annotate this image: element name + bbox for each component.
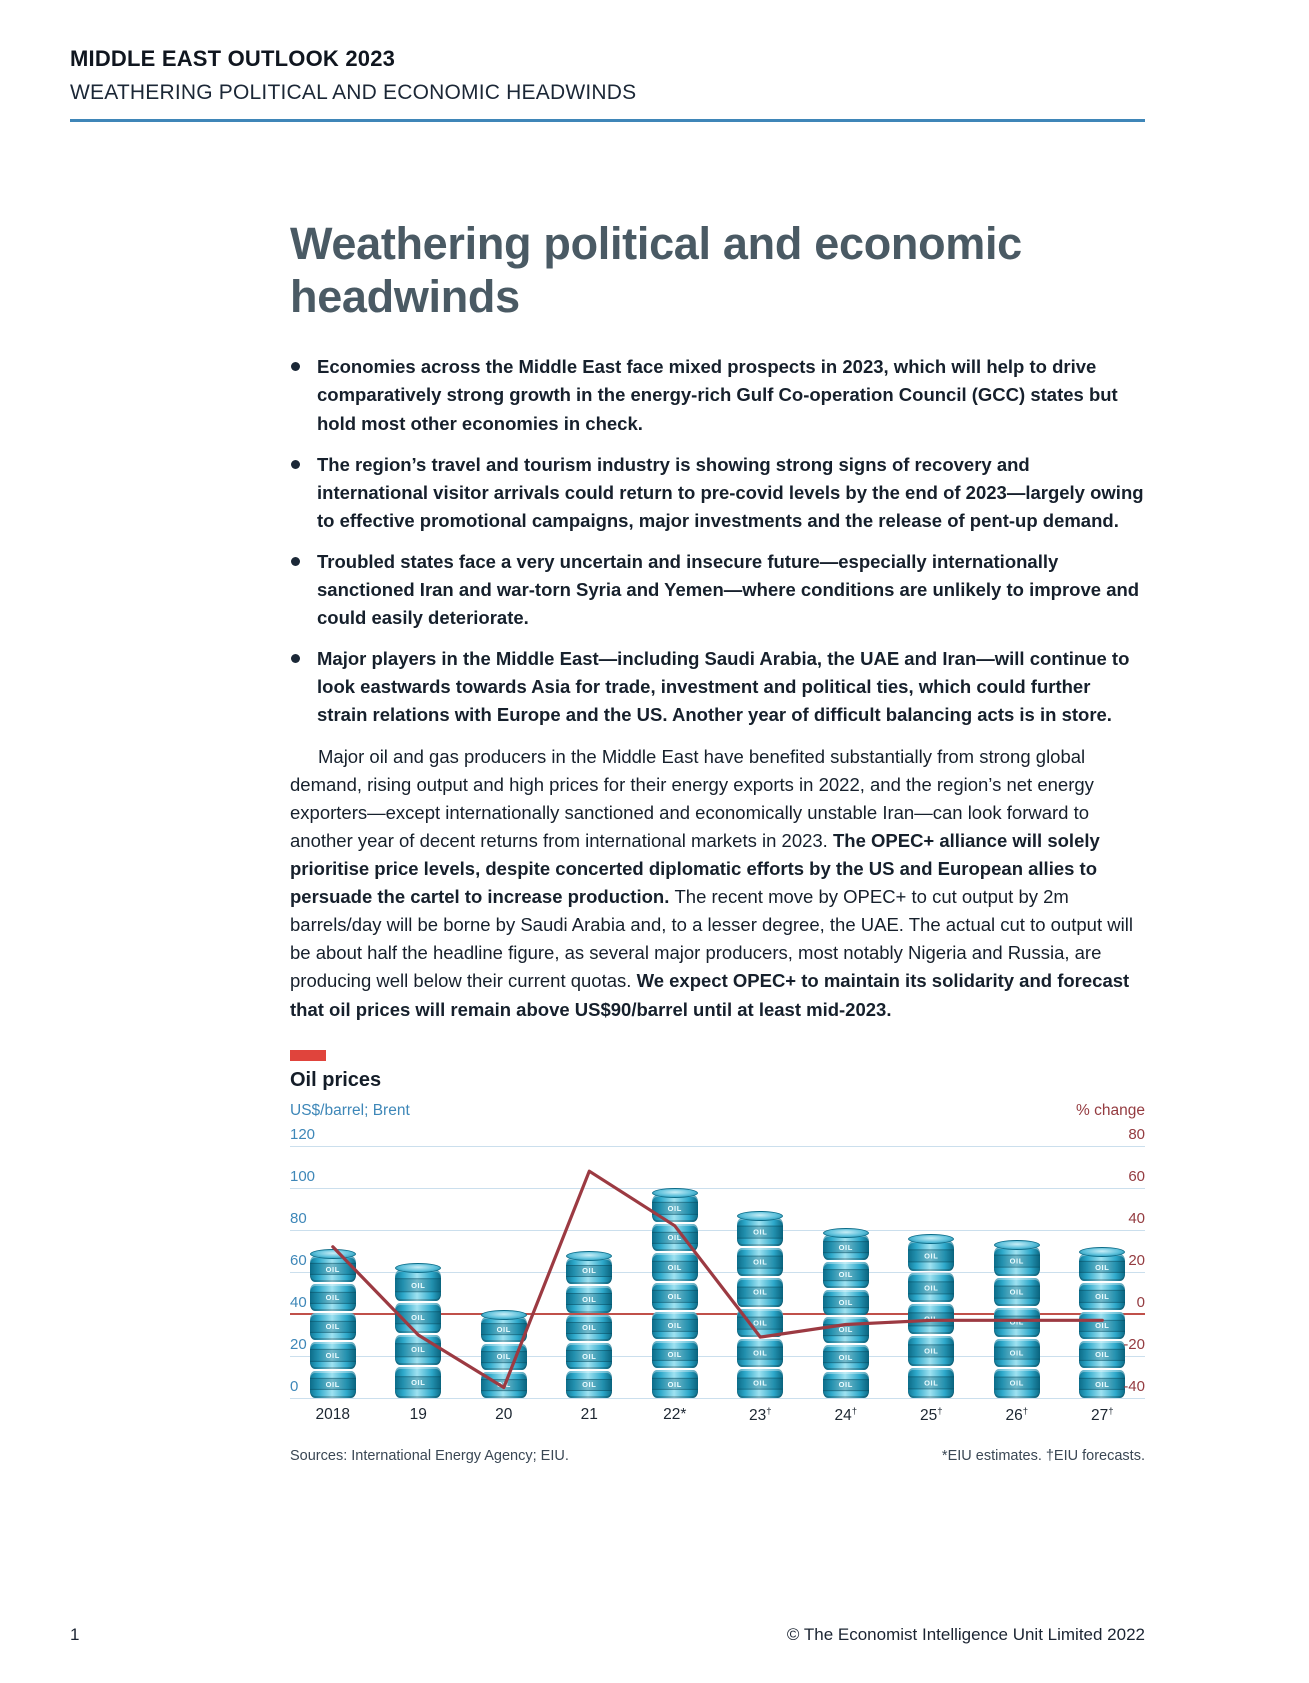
barrel-oil-label: OIL [1009,1348,1024,1358]
barrel-oil-label: OIL [582,1380,597,1390]
x-axis-label: 20 [495,1405,513,1423]
x-axis-label: 22* [663,1405,687,1423]
barrel-oil-label: OIL [1009,1287,1024,1297]
forecast-dagger: † [1022,1405,1029,1417]
barrel-oil-label: OIL [753,1288,768,1298]
barrel-oil-label: OIL [1009,1256,1024,1266]
left-tick-label: 100 [290,1167,316,1185]
paragraph-bold-run: We expect OPEC+ to maintain its solidarity and forecast that oil prices will remain above US$90/barrel until at least mid-2023. [290,970,1130,1020]
right-axis-label: % change [1076,1101,1145,1119]
chart-xlabels [290,1406,1145,1436]
barrel-oil-label: OIL [1095,1350,1110,1360]
bullet-item: Troubled states face a very uncertain and insecure future—especially internationally sanctioned Iran and war-torn Syria and Yemen—where conditions are unlikely to improve and could easily deteriorate. [290,548,1145,632]
barrel-oil-label: OIL [924,1283,939,1293]
left-axis-label: US$/barrel; Brent [290,1101,410,1119]
axis-captions [290,1102,1145,1120]
barrel-oil-label: OIL [838,1297,853,1307]
barrel-oil-label: OIL [667,1262,682,1272]
barrel-oil-label: OIL [667,1350,682,1360]
barrel-oil-label: OIL [838,1380,853,1390]
bullet-item: The region’s travel and tourism industry is showing strong signs of recovery and international visitor arrivals could return to pre-covid levels by the end of 2023—largely owing to effective promotional campaigns, major investments and the release of pent-up demand. [290,451,1145,535]
barrel-oil-label: OIL [753,1318,768,1328]
report-subtitle: WEATHERING POLITICAL AND ECONOMIC HEADWINDS [70,81,637,104]
forecast-dagger: † [766,1405,772,1417]
bullet-item: Major players in the Middle East—including Saudi Arabia, the UAE and Iran—will continue to look eastwards towards Asia for trade, investment and political ties, which could further strain relations with Europe and the US. Another year of difficult balancing acts is in store. [290,645,1145,729]
barrel-oil-label: OIL [924,1378,939,1388]
left-tick-label: 120 [290,1125,316,1143]
paragraph-bold-run: The OPEC+ alliance will solely prioritise price levels, despite concerted diplomatic efforts by the US and European allies to persuade the cartel to increase production. [290,829,1100,908]
bullet-item: Economies across the Middle East face mixed prospects in 2023, which will help to drive comparatively strong growth in the energy-rich Gulf Co-operation Council (GCC) states but hold most other economies in check. [290,353,1145,437]
barrel-oil-label: OIL [411,1345,426,1355]
x-axis-label: 23† [748,1405,772,1424]
right-tick-label: 80 [1128,1125,1145,1143]
chart-red-tag [290,1050,326,1061]
barrel-oil-label: OIL [582,1351,597,1361]
right-tick-label: -20 [1123,1335,1145,1353]
right-tick-label: 40 [1128,1209,1145,1227]
bullet-list [290,353,1145,729]
barrel-oil-label: OIL [582,1266,597,1276]
barrel-oil-label: OIL [325,1379,340,1389]
x-axis-label: 24† [834,1405,858,1424]
barrel-oil-label: OIL [1095,1379,1110,1389]
left-tick-label: 60 [290,1251,307,1269]
barrel-oil-label: OIL [1095,1291,1110,1301]
x-axis-label: 19 [409,1405,427,1423]
chart-title: Oil prices [290,1068,382,1091]
barrel-oil-label: OIL [411,1313,426,1323]
left-tick-label: 80 [290,1209,307,1227]
barrel-oil-label: OIL [1009,1378,1024,1388]
chart-footer [290,1448,1145,1464]
x-axis-label: 25† [919,1405,943,1424]
barrel-oil-label: OIL [325,1322,340,1332]
right-tick-label: 0 [1136,1293,1145,1311]
report-kicker: MIDDLE EAST OUTLOOK 2023 [70,46,396,71]
barrel-oil-label: OIL [838,1242,853,1252]
chart-plot [290,1125,1145,1398]
x-axis-label: 27† [1090,1405,1114,1424]
barrel-oil-label: OIL [838,1325,853,1335]
barrel-oil-label: OIL [582,1323,597,1333]
barrel-oil-label: OIL [753,1379,768,1389]
right-tick-label: 60 [1128,1167,1145,1185]
barrel-oil-label: OIL [667,1379,682,1389]
percent-change-line [290,1146,1145,1398]
barrel-oil-label: OIL [753,1348,768,1358]
barrel-oil-label: OIL [667,1233,682,1243]
barrel-oil-label: OIL [667,1320,682,1330]
x-axis-label: 2018 [315,1405,350,1423]
barrel-oil-label: OIL [753,1227,768,1237]
barrel-oil-label: OIL [496,1352,511,1362]
oil-prices-chart [290,1050,1145,1464]
barrel-oil-label: OIL [838,1352,853,1362]
forecast-dagger: † [1108,1405,1114,1417]
barrel-oil-label: OIL [1095,1321,1110,1331]
header-rule [70,119,1145,122]
barrel-oil-label: OIL [411,1280,426,1290]
barrel-oil-label: OIL [1009,1317,1024,1327]
barrel-oil-label: OIL [1095,1262,1110,1272]
barrel-oil-label: OIL [924,1346,939,1356]
chart-footnote: *EIU estimates. †EIU forecasts. [941,1447,1145,1464]
main-column [290,218,1145,1464]
right-tick-label: 20 [1128,1251,1145,1269]
forecast-dagger: † [937,1405,943,1417]
barrel-oil-label: OIL [924,1314,939,1324]
barrel-oil-label: OIL [496,1380,511,1390]
copyright: © The Economist Intelligence Unit Limited 2022 [786,1625,1145,1644]
body-paragraph [290,743,1145,1024]
barrel-oil-label: OIL [667,1291,682,1301]
barrel-oil-label: OIL [753,1257,768,1267]
left-tick-label: 0 [290,1377,299,1395]
right-tick-label: -40 [1123,1377,1145,1395]
page-header [70,46,1145,122]
paragraph-run: The recent move by OPEC+ to cut output by 2m barrels/day will be borne by Saudi Arabia and, to a lesser degree, the UAE. The actual cut to output will be about half the headline figure, as several major producers, most notably Nigeria and Russia, are producing well below their current quotas. [290,886,1133,992]
left-tick-label: 20 [290,1335,307,1353]
chart-sources: Sources: International Energy Agency; EIU. [290,1447,569,1464]
barrel-oil-label: OIL [325,1350,340,1360]
barrel-oil-label: OIL [496,1324,511,1334]
x-axis-label: 26† [1005,1405,1029,1424]
paragraph-run: Major oil and gas producers in the Middle East have benefited substantially from strong global demand, rising output and high prices for their energy exports in 2022, and the region’s net energy exporters—except internationally sanctioned and economically unstable Iran—can look forward to another year of decent returns from international markets in 2023. [290,745,1094,851]
page-footer [70,1625,1145,1645]
barrel-oil-label: OIL [582,1294,597,1304]
barrel-oil-label: OIL [411,1377,426,1387]
barrel-oil-label: OIL [838,1270,853,1280]
barrel-oil-label: OIL [924,1251,939,1261]
forecast-dagger: † [851,1405,858,1417]
page-number: 1 [70,1625,80,1644]
barrel-oil-label: OIL [325,1293,340,1303]
barrel-oil-label: OIL [667,1203,682,1213]
barrel-oil-label: OIL [325,1264,340,1274]
left-tick-label: 40 [290,1293,307,1311]
page-title: Weathering political and economic headwinds [290,218,1022,322]
gridline [290,1398,1145,1399]
x-axis-label: 21 [580,1405,598,1423]
